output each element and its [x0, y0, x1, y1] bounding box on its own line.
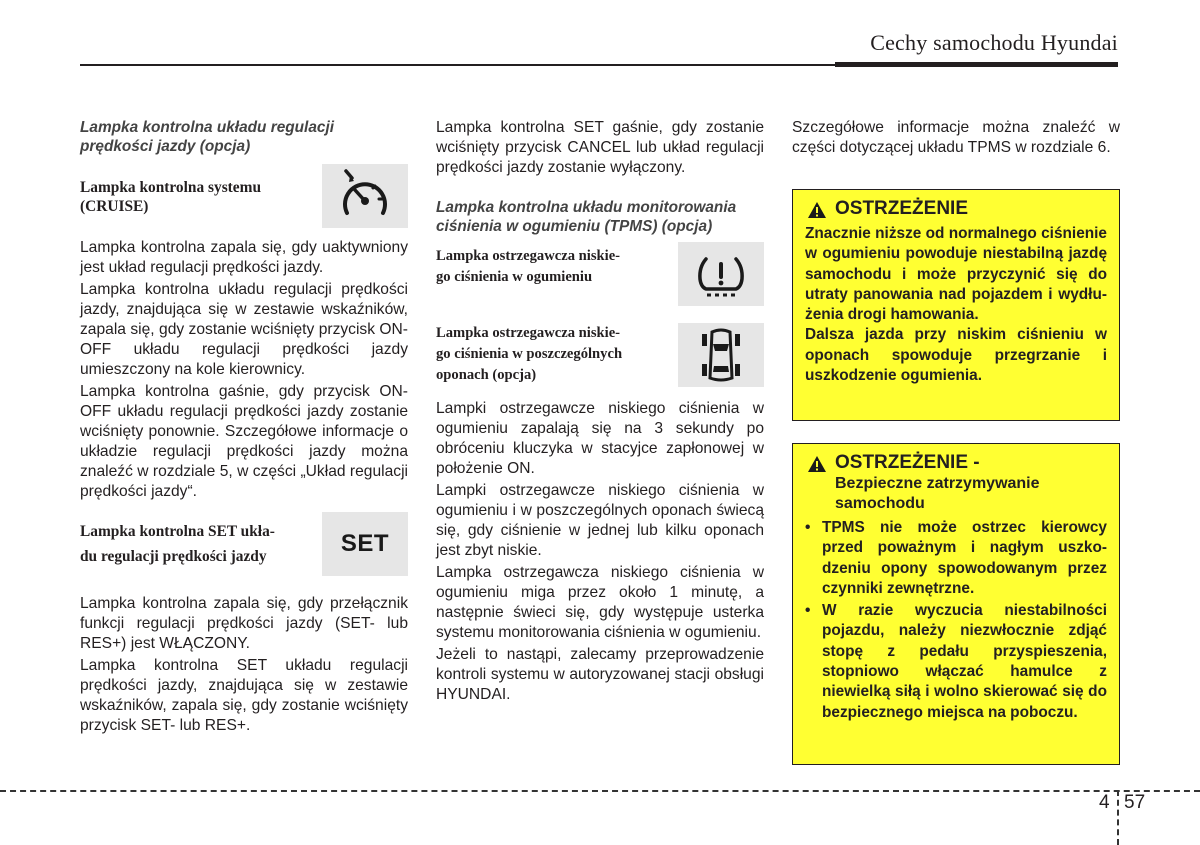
- tpms-low-indicator-row: [436, 242, 764, 306]
- warning-title: OSTRZEŻENIE -: [835, 452, 980, 473]
- paragraph: Lampki ostrzegawcze niskiego ciśnienia w ogumieniu zapalają się na 3 sekundy po obróceniu kluczyka w stacyjce zapłonowej w położenie ON.: [436, 400, 764, 477]
- paragraph: Lampka kontrolna układu regulacji prędkości jazdy, znajdująca się w zestawie wskaźników, zapala się, gdy zostanie wciśnięty przycisk ON-OFF układu regulacji prędkości jazdy umieszczony na kole kierownicy.: [80, 281, 408, 378]
- set-indicator-row: [80, 512, 408, 576]
- tpms-position-label-line2: go ciśnienia w poszczególnych: [436, 346, 623, 362]
- tpms-position-icon-box: [678, 323, 764, 387]
- warning-subtitle-line1: Bezpieczne zatrzymywanie: [835, 475, 1040, 492]
- set-indicator-label: [80, 519, 275, 569]
- tire-pressure-warning-icon: [693, 249, 749, 299]
- tire-position-car-icon: [698, 326, 744, 384]
- tpms-position-label: [436, 323, 622, 386]
- paragraph: Szczegółowe informacje można znaleźć w części dotyczącej układu TPMS w rozdziale 6.: [792, 119, 1120, 156]
- footer-dashed-rule: [0, 790, 1200, 792]
- tpms-low-label-line1: Lampka ostrzegawcza niskie-: [436, 248, 621, 264]
- warning-subtitle: [805, 474, 1107, 514]
- warning-header: [805, 452, 1107, 474]
- paragraph: Lampka kontrolna zapala się, gdy przełącznik funkcji regulacji prędkości jazdy (SET- lub RES+) jest WŁĄCZONY.: [80, 595, 408, 652]
- warning-triangle-icon: [807, 455, 827, 473]
- column-2: [436, 118, 764, 707]
- set-indicator-text: SET: [340, 530, 390, 557]
- warning-box-low-pressure: [792, 189, 1120, 421]
- header-rule-accent: [835, 62, 1118, 67]
- page-number-separator: [1117, 790, 1119, 845]
- column-3: [792, 118, 1120, 160]
- warning-bullet: • W razie wyczucia niestabilności pojazdu, należy niezwłocznie zdjąć stopę z pedału przyspieszenia, stopniowo włączać hamulce z niewielką siłą i wolno skierować się do bezpiecznego miejsca na poboczu.: [805, 601, 1107, 723]
- warning-text: Dalsza jazda przy niskim ciśnieniu w oponach spowoduje przegrzanie i uszkodzenie ogumienia.: [805, 326, 1107, 385]
- paragraph: Lampka kontrolna gaśnie, gdy przycisk ON-OFF układu regulacji prędkości jazdy zostanie wciśnięty ponownie. Szczegółowe informacje o układzie regulacji prędkości jazdy można znaleźć w rozdziale 5, w części „Układ regulacji prędkości jazdy“.: [80, 383, 408, 500]
- set-label-line2: du regulacji prędkości jazdy: [80, 548, 267, 565]
- paragraph: Lampki ostrzegawcze niskiego ciśnienia w ogumieniu i w poszczególnych oponach świecą się, gdy ciśnienie w jednej lub kilku oponach jest zbyt niskie.: [436, 482, 764, 559]
- cruise-speedometer-icon: [335, 169, 395, 223]
- warning-bullet-list: [805, 518, 1107, 723]
- set-label-line1: Lampka kontrolna SET ukła-: [80, 523, 275, 540]
- section-title-tpms: Lampka kontrolna układu monitorowania ciśnienia w ogumieniu (TPMS) (opcja): [436, 199, 737, 235]
- set-indicator-icon-box: [322, 512, 408, 576]
- tpms-position-label-line1: Lampka ostrzegawcza niskie-: [436, 325, 621, 341]
- cruise-label-line2: (CRUISE): [80, 198, 149, 215]
- paragraph: Lampka kontrolna SET układu regulacji prędkości jazdy, znajdująca się w zestawie wskaźników, zapala się, gdy zostanie wciśnięty przycisk SET- lub RES+.: [80, 657, 408, 734]
- cruise-label-line1: Lampka kontrolna systemu: [80, 179, 262, 196]
- warning-subtitle-line2: samochodu: [835, 495, 925, 512]
- warning-title: OSTRZEŻENIE: [835, 198, 969, 219]
- paragraph: Jeżeli to nastąpi, zalecamy przeprowadzenie kontroli systemu w autoryzowanej stacji obsługi HYUNDAI.: [436, 646, 764, 703]
- warning-bullet: • TPMS nie może ostrzec kierowcy przed poważnym i nagłym uszkodzeniu opony spowodowanym przez czynniki zewnętrzne.: [805, 518, 1107, 599]
- warning-header: [805, 198, 1107, 220]
- tpms-low-label: [436, 242, 620, 288]
- paragraph: Lampka ostrzegawcza niskiego ciśnienia w ogumieniu miga przez około 1 minutę, a następnie świeci się, gdy występuje usterka systemu monitorowania ciśnienia w ogumieniu.: [436, 564, 764, 641]
- chapter-number: 4: [1099, 792, 1110, 813]
- warning-box-safe-stop: [792, 443, 1120, 765]
- section-title-cruise: Lampka kontrolna układu regulacji prędkości jazdy (opcja): [80, 119, 335, 155]
- warning-text: Znacznie niższe od normalnego ciśnienie w ogumieniu powoduje niestabilną jazdę samochodu i może przyczynić się do utraty panowania nad pojazdem i wydłużenia drogi hamowania.: [805, 225, 1107, 324]
- paragraph: Lampka kontrolna SET gaśnie, gdy zostanie wciśnięty przycisk CANCEL lub układ regulacji prędkości jazdy zostanie wyłączony.: [436, 119, 764, 176]
- tpms-low-label-line2: go ciśnienia w ogumieniu: [436, 269, 593, 285]
- page-header-title: Cechy samochodu Hyundai: [870, 30, 1118, 55]
- tpms-low-icon-box: [678, 242, 764, 306]
- cruise-indicator-row: [80, 164, 408, 228]
- cruise-indicator-label: [80, 176, 261, 216]
- page-number: 57: [1124, 792, 1146, 813]
- warning-triangle-icon: [807, 201, 827, 219]
- tpms-position-indicator-row: [436, 323, 764, 387]
- tpms-position-label-line3: oponach (opcja): [436, 367, 537, 383]
- paragraph: Lampka kontrolna zapala się, gdy uaktywniony jest układ regulacji prędkości jazdy.: [80, 239, 408, 276]
- cruise-indicator-icon-box: [322, 164, 408, 228]
- column-1: [80, 118, 408, 738]
